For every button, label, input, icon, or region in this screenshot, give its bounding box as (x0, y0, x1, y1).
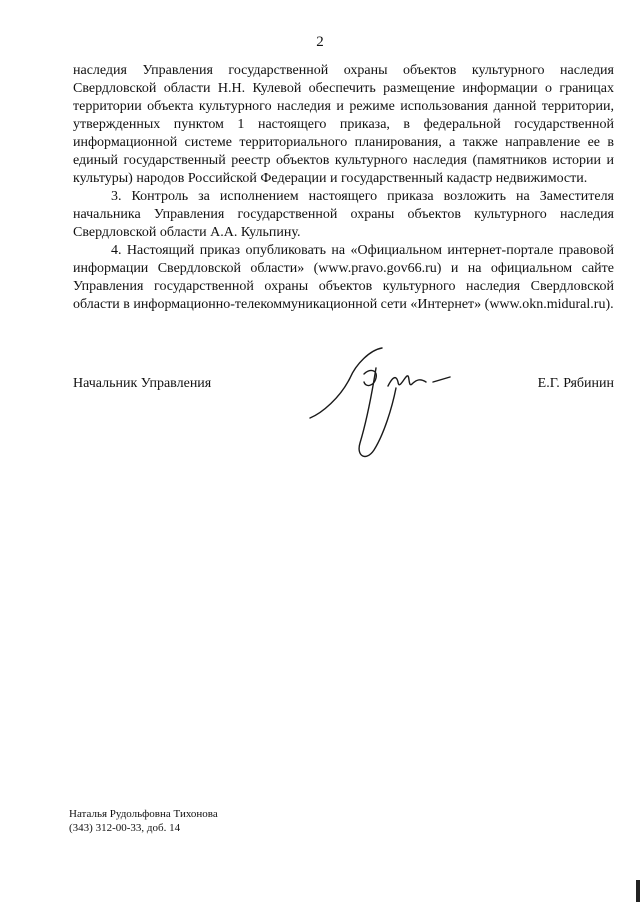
contact-name: Наталья Рудольфовна Тихонова (69, 808, 218, 820)
paragraph-3: 3. Контроль за исполнением настоящего приказа возложить на Заместителя начальника Управления государственной охраны объектов культурного наследия Свердловской области А.А. Кульпину. (73, 189, 614, 240)
contact-info (69, 807, 218, 835)
paragraph-continuation: наследия Управления государственной охраны объектов культурного наследия Свердловской области Н.Н. Кулевой обеспечить размещение информации о границах территории объекта культурного наследия и режиме использования данной территории, утвержденных пунктом 1 настоящего приказа, в федеральной государственной информационной системе территориального планирования, а также направление ее в единый государственный реестр объектов культурного наследия (памятников истории и культуры) народов Российской Федерации и государственный кадастр недвижимости. (73, 63, 614, 186)
handwritten-signature (300, 338, 460, 468)
document-body (73, 62, 614, 314)
signer-position: Начальник Управления (73, 376, 212, 391)
paragraph-4: 4. Настоящий приказ опубликовать на «Официальном интернет-портале правовой информации Свердловской области» (www.pravo.gov66.ru) и на официальном сайте Управления государственной охраны объектов культурного наследия Свердловской области в информационно-телекоммуникационной сети «Интернет» (www.okn.midural.ru). (73, 243, 614, 312)
contact-phone: (343) 312-00-33, доб. 14 (69, 822, 181, 834)
scan-edge-mark (636, 880, 640, 902)
page-number: 2 (316, 34, 324, 50)
signer-name: Е.Г. Рябинин (537, 376, 614, 391)
